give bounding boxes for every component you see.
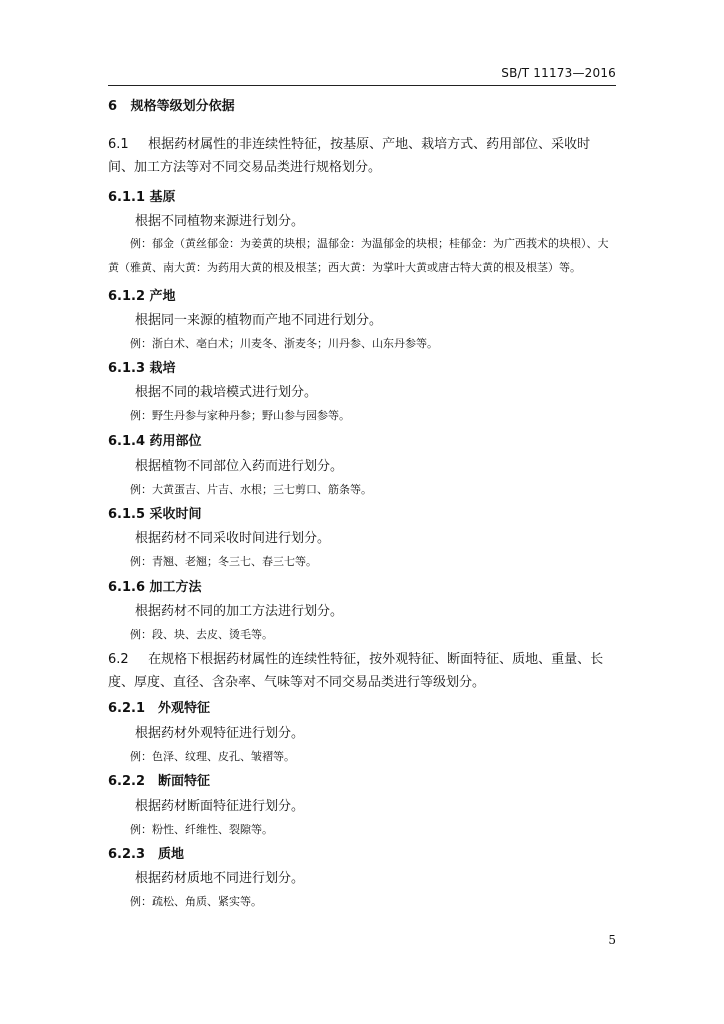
heading-6-1-6: 6.1.6 加工方法 — [108, 580, 202, 595]
body-6-1-2: 根据同一来源的植物而产地不同进行划分。 — [135, 313, 383, 328]
example-6-1-3: 例：野生丹参与家种丹参；野山参与园参等。 — [130, 409, 350, 422]
example-6-1-5: 例：青翘、老翘；冬三七、春三七等。 — [130, 555, 317, 568]
heading-6-2-3: 6.2.3 质地 — [108, 847, 185, 862]
body-6-1-3: 根据不同的栽培模式进行划分。 — [135, 385, 318, 400]
page-number: 5 — [608, 933, 616, 947]
example-6-2-3: 例：疏松、角质、紧实等。 — [130, 895, 262, 908]
standard-code: SB/T 11173—2016 — [501, 66, 616, 80]
body-6-1-4: 根据植物不同部位入药而进行划分。 — [135, 459, 344, 474]
clause-text: 根据药材属性的非连续性特征，按基原、产地、栽培方式、药用部位、采收时间、加工方法等对不同交易品类进行规格划分。 — [108, 137, 591, 175]
heading-6-1-5: 6.1.5 采收时间 — [108, 507, 202, 522]
section-title: 规格等级划分依据 — [130, 99, 235, 114]
example-6-2-1: 例：色泽、纹理、皮孔、皱褶等。 — [130, 750, 295, 763]
clause-text: 在规格下根据药材属性的连续性特征，按外观特征、断面特征、质地、重量、长度、厚度、直径、含杂率、气味等对不同交易品类进行等级划分。 — [108, 652, 604, 690]
section-number: 6 — [108, 99, 118, 114]
heading-6-1-1: 6.1.1 基原 — [108, 190, 176, 205]
heading-6-1-4: 6.1.4 药用部位 — [108, 434, 202, 449]
body-6-1-1: 根据不同植物来源进行划分。 — [135, 214, 305, 229]
body-6-1-6: 根据药材不同的加工方法进行划分。 — [135, 604, 344, 619]
body-6-2-1: 根据药材外观特征进行划分。 — [135, 726, 305, 741]
header-divider — [108, 85, 616, 86]
heading-6-1-2: 6.1.2 产地 — [108, 289, 176, 304]
clause-number: 6.2 — [108, 652, 129, 667]
body-6-2-2: 根据药材断面特征进行划分。 — [135, 799, 305, 814]
example-6-2-2: 例：粉性、纤维性、裂隙等。 — [130, 823, 273, 836]
example-6-1-2: 例：浙白术、亳白术；川麦冬、浙麦冬；川丹参、山东丹参等。 — [130, 337, 438, 350]
heading-6-2-1: 6.2.1 外观特征 — [108, 701, 211, 716]
section-heading — [108, 95, 235, 114]
example-6-1-1: 例：郁金（黄丝郁金：为姜黄的块根；温郁金：为温郁金的块根；桂郁金：为广西莪术的块根）、大黄（雅黄、南大黄：为药用大黄的根及根茎；西大黄：为掌叶大黄或唐古特大黄的根及根茎）等。 — [108, 237, 609, 274]
example-6-1-6: 例：段、块、去皮、烫毛等。 — [130, 628, 273, 641]
clause-6-1 — [108, 133, 616, 179]
example-6-1-4: 例：大黄蛋吉、片吉、水根；三七剪口、筋条等。 — [130, 483, 372, 496]
heading-6-2-2: 6.2.2 断面特征 — [108, 774, 211, 789]
clause-number: 6.1 — [108, 137, 129, 152]
body-6-2-3: 根据药材质地不同进行划分。 — [135, 871, 305, 886]
heading-6-1-3: 6.1.3 栽培 — [108, 361, 176, 376]
clause-6-2 — [108, 648, 616, 694]
body-6-1-5: 根据药材不同采收时间进行划分。 — [135, 531, 331, 546]
